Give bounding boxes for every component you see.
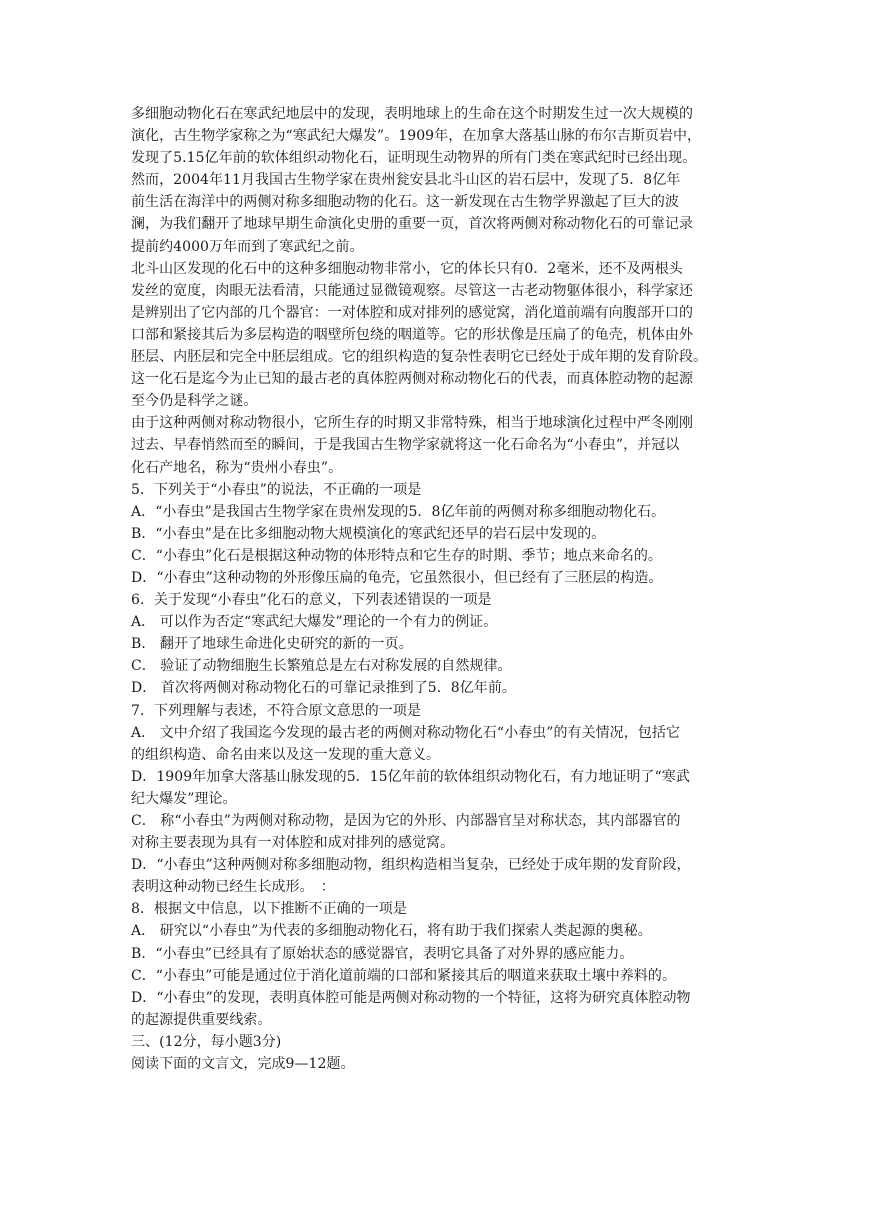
text-line: 至今仍是科学之谜。 (131, 393, 258, 410)
text-line: 纪大爆发”理论。 (131, 790, 237, 807)
text-line: 然而，2004年11月我国古生物学家在贵州瓮安县北斗山区的岩石层中，发现了5．8亿年 (131, 172, 681, 189)
text-line: 三、(12分，每小题3分) (131, 1033, 282, 1050)
text-line: 7．下列理解与表述，不符合原文意思的一项是 (131, 702, 421, 719)
text-line: 由于这种两侧对称动物很小，它所生存的时期又非常特殊，相当于地球演化过程中严冬刚刚 (131, 415, 693, 432)
text-line: D．“小春虫”这种动物的外形像压扁的龟壳，它虽然很小，但已经有了三胚层的构造。 (131, 569, 663, 586)
text-line: A． 研究以“小春虫”为代表的多细胞动物化石，将有助于我们探索人类起源的奥秘。 (131, 923, 652, 940)
text-line: 5．下列关于“小春虫”的说法，不正确的一项是 (131, 481, 422, 498)
text-line: C．“小春虫”化石是根据这种动物的体形特点和它生存的时期、季节；地点来命名的。 (131, 547, 662, 564)
text-line: 发现了5.15亿年前的软体组织动物化石，证明现生动物界的所有门类在寒武纪时已经出现。 (131, 150, 697, 167)
text-line: 胚层、内胚层和完全中胚层组成。它的组织构造的复杂性表明它已经处于成年期的发育阶段。 (131, 349, 708, 366)
text-line: C．“小春虫”可能是通过位于消化道前端的口部和紧接其后的咽道来获取土壤中养料的。 (131, 967, 677, 984)
text-line: 8．根据文中信息，以下推断不正确的一项是 (131, 901, 407, 918)
text-line: A．“小春虫”是我国古生物学家在贵州发现的5．8亿年前的两侧对称多细胞动物化石。 (131, 503, 666, 520)
text-line: C． 验证了动物细胞生长繁殖总是左右对称发展的自然规律。 (131, 658, 512, 675)
text-line: 对称主要表现为具有一对体腔和成对排列的感觉窝。 (131, 835, 455, 852)
text-line: D． 首次将两侧对称动物化石的可靠记录推到了5．8亿年前。 (131, 680, 516, 697)
text-line: 过去、早春悄然而至的瞬间，于是我国古生物学家就将这一化石命名为“小春虫”，并冠以 (131, 437, 680, 454)
text-line: B． 翻开了地球生命进化史研究的新的一页。 (131, 636, 413, 653)
text-line: D．1909年加拿大落基山脉发现的5．15亿年前的软体组织动物化石，有力地证明了“寒武 (131, 768, 690, 785)
text-line: 澜，为我们翻开了地球早期生命演化史册的重要一页，首次将两侧对称动物化石的可靠记录 (131, 216, 693, 233)
text-line: 化石产地名，称为“贵州小春虫”。 (131, 459, 343, 476)
text-line: B．“小春虫”是在比多细胞动物大规模演化的寒武纪还早的岩石层中发现的。 (131, 525, 606, 542)
text-line: 表明这种动物已经生长成形。 ： (131, 879, 335, 896)
text-line: 的组织构造、命名由来以及这一发现的重大意义。 (131, 746, 441, 763)
text-line: 是辨别出了它内部的几个器官：一对体腔和成对排列的感觉窝，消化道前端有向腹部开口的 (131, 304, 693, 321)
text-line: 发丝的宽度，肉眼无法看清，只能通过显微镜观察。尽管这一古老动物躯体很小，科学家还 (131, 282, 693, 299)
text-line: 提前约4000万年而到了寒武纪之前。 (131, 238, 364, 255)
document-body (131, 103, 741, 1075)
text-line: 口部和紧接其后为多层构造的咽壁所包绕的咽道等。它的形状像是压扁了的龟壳，机体由外 (131, 326, 693, 343)
text-line: B．“小春虫”已经具有了原始状态的感觉器官，表明它具备了对外界的感应能力。 (131, 945, 634, 962)
text-line: A． 可以作为否定“寒武纪大爆发”理论的一个有力的例证。 (131, 614, 498, 631)
text-line: 多细胞动物化石在寒武纪地层中的发现，表明地球上的生命在这个时期发生过一次大规模的 (131, 106, 693, 122)
text-line: D．“小春虫”的发现，表明真体腔可能是两侧对称动物的一个特征，这将为研究真体腔动物 (131, 989, 691, 1006)
text-line: 北斗山区发现的化石中的这种多细胞动物非常小，它的体长只有0．2毫米，还不及两根头 (131, 260, 683, 277)
text-line: 6．关于发现“小春虫”化石的意义，下列表述错误的一项是 (131, 592, 492, 609)
text-line: 这一化石是迄今为止已知的最古老的真体腔两侧对称动物化石的代表，而真体腔动物的起源 (131, 371, 693, 388)
text-line: A． 文中介绍了我国迄今发现的最古老的两侧对称动物化石“小春虫”的有关情况，包括它 (131, 724, 680, 741)
text-line: 前生活在海洋中的两侧对称多细胞动物的化石。这一新发现在古生物学界激起了巨大的波 (131, 194, 679, 211)
text-line: 的起源提供重要线索。 (131, 1011, 272, 1028)
text-line: D．“小春虫”这种两侧对称多细胞动物，组织构造相当复杂，已经处于成年期的发育阶段， (131, 857, 691, 874)
text-line: 演化，古生物学家称之为“寒武纪大爆发”。1909年，在加拿大落基山脉的布尔吉斯页岩中， (131, 128, 702, 145)
text-line: 阅读下面的文言文，完成9—12题。 (131, 1056, 355, 1073)
text-line: C． 称“小春虫”为两侧对称动物，是因为它的外形、内部器官呈对称状态，其内部器官的 (131, 813, 681, 829)
